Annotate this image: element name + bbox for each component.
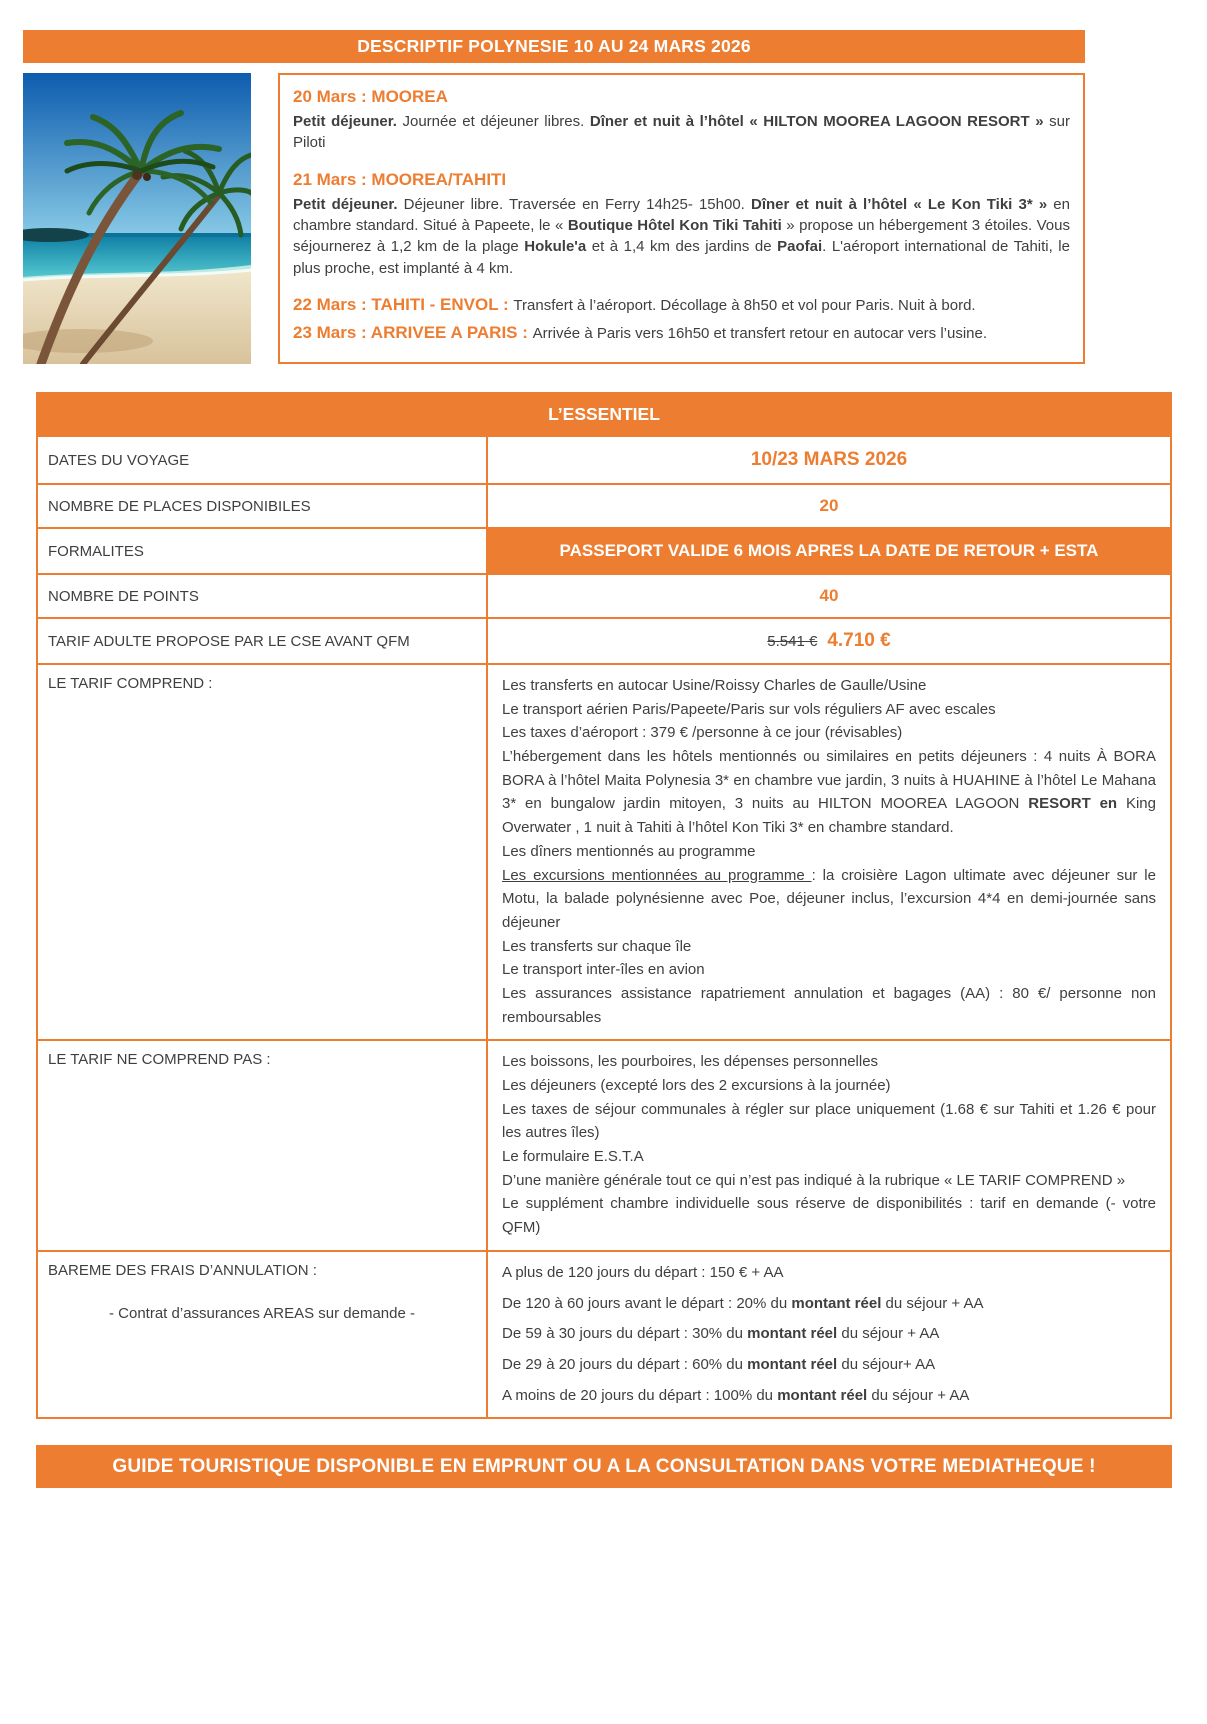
- text-line: [502, 721, 1156, 745]
- table-row-annulation: [38, 1250, 1170, 1417]
- text-segment: et à 1,4 km des jardins de: [586, 238, 778, 256]
- text-segment: RESORT en: [1028, 795, 1118, 813]
- day-text-20-mars: [293, 111, 1070, 154]
- text-segment: Arrivée à Paris vers 16h50 et transfert retour en autocar vers l’usine.: [532, 325, 988, 343]
- new-price: 4.710 €: [827, 630, 891, 651]
- text-segment: Les assurances assistance rapatriement annulation et bagages (AA) : 80 €/ personne non remboursables: [502, 984, 1156, 1026]
- text-line: [502, 1169, 1156, 1193]
- row-label-places: NOMBRE DE PLACES DISPONIBILES: [38, 485, 488, 527]
- text-segment: du séjour + AA: [881, 1294, 984, 1312]
- row-value-points: [488, 575, 1170, 617]
- footer-banner: [36, 1445, 1172, 1488]
- text-line: [502, 745, 1156, 840]
- text-segment: du séjour + AA: [837, 1325, 940, 1343]
- text-segment: L’hébergement dans les hôtels mentionnés ou similaires en petits déjeuners : 4 nuits À BORA BORA à l’hôtel Maita Polynesia 3* en chambre vue jardin, 3 nuits à HUAHINE à l’hôtel Le Mahana 3* en bungalow jardin mitoyen, 3 nuits au HILTON MOOREA LAGOON: [502, 748, 1156, 813]
- text-segment: Petit déjeuner.: [293, 195, 398, 213]
- text-line: [502, 1322, 1156, 1346]
- row-label-formalites: FORMALITES: [38, 529, 488, 573]
- beach-photo-graphic: [23, 73, 251, 364]
- text-segment: Journée et déjeuner libres.: [396, 113, 590, 131]
- essentiel-table: [36, 392, 1172, 1419]
- text-segment: Dîner et nuit à l’hôtel « Le Kon Tiki 3* »: [750, 195, 1048, 213]
- text-line: [502, 1098, 1156, 1145]
- text-line: [502, 1145, 1156, 1169]
- text-segment: De 29 à 20 jours du départ : 60% du: [502, 1355, 748, 1373]
- text-segment: Paofai: [777, 238, 823, 256]
- text-line: [502, 935, 1156, 959]
- annulation-sublabel: - Contrat d’assurances AREAS sur demande -: [109, 1304, 415, 1322]
- text-segment: Le transport inter-îles en avion: [502, 961, 705, 979]
- text-segment: sur Piloti: [293, 113, 1070, 152]
- text-line: [293, 293, 1070, 317]
- text-line: [502, 1192, 1156, 1239]
- text-line: [502, 1050, 1156, 1074]
- text-segment: Les déjeuners (excepté lors des 2 excursions à la journée): [502, 1077, 891, 1094]
- text-line: [502, 1384, 1156, 1408]
- row-value-places: [488, 485, 1170, 527]
- row-label-ne-comprend-pas: LE TARIF NE COMPREND PAS :: [38, 1041, 488, 1250]
- text-segment: » propose un hébergement 3 étoiles. Vous séjournerez à 1,2 km de la plage: [293, 217, 1070, 256]
- text-segment: Les excursions mentionnées au programme: [502, 866, 812, 884]
- text-segment: du séjour+ AA: [837, 1355, 936, 1373]
- text-segment: Les taxes d’aéroport : 379 € /personne à ce jour (révisables): [502, 724, 903, 742]
- text-segment: De 59 à 30 jours du départ : 30% du: [502, 1325, 748, 1343]
- text-segment: montant réel: [747, 1325, 838, 1343]
- table-row-tarif-ne-comprend-pas: [38, 1039, 1170, 1250]
- text-segment: Les boissons, les pourboires, les dépenses personnelles: [502, 1053, 879, 1071]
- itinerary-text-box: [278, 73, 1085, 364]
- text-segment: Petit déjeuner.: [293, 113, 397, 131]
- day-text-21-mars: [293, 194, 1070, 279]
- text-line: [502, 864, 1156, 935]
- text-segment: Dîner et nuit à l’hôtel « HILTON MOOREA LAGOON RESORT »: [589, 113, 1044, 131]
- day-heading-21-mars: 21 Mars : MOOREA/TAHITI: [293, 169, 507, 189]
- row-value-dates: [488, 437, 1170, 483]
- text-line: [502, 1261, 1156, 1285]
- table-row-dates: [38, 435, 1170, 483]
- row-label-tarif: TARIF ADULTE PROPOSE PAR LE CSE AVANT QFM: [38, 619, 488, 663]
- text-segment: Le transport aérien Paris/Papeete/Paris sur vols réguliers AF avec escales: [502, 700, 996, 718]
- title-banner: [23, 30, 1085, 63]
- text-line: [502, 1292, 1156, 1316]
- text-segment: Les dîners mentionnés au programme: [502, 842, 756, 860]
- text-line: [502, 698, 1156, 722]
- table-row-points: [38, 573, 1170, 617]
- table-row-tarif-comprend: [38, 663, 1170, 1039]
- row-value-tarif: [488, 619, 1170, 663]
- text-segment: Les transferts en autocar Usine/Roissy Charles de Gaulle/Usine: [502, 677, 927, 694]
- day-label: 23 Mars : ARRIVEE A PARIS :: [293, 323, 533, 343]
- text-segment: : la croisière Lagon ultimate avec déjeuner sur le Motu, la balade polynésienne avec Poe, déjeuner inclus, l’excursion 4*4 en demi-journée sans déjeuner: [502, 866, 1156, 931]
- essentiel-table-header: L’ESSENTIEL: [38, 394, 1170, 435]
- text-segment: King Overwater , 1 nuit à Tahiti à l’hôtel Kon Tiki 3* en chambre standard.: [502, 795, 1156, 837]
- text-line: [502, 1074, 1156, 1098]
- footer-text: GUIDE TOURISTIQUE DISPONIBLE EN EMPRUNT OU A LA CONSULTATION DANS VOTRE MEDIATHEQUE !: [112, 1456, 1096, 1478]
- text-line: [502, 958, 1156, 982]
- text-line: [293, 321, 1070, 345]
- text-line: [502, 1353, 1156, 1377]
- tarif-comprend-list: [488, 665, 1170, 1039]
- beach-photo: [23, 73, 251, 364]
- text-segment: Transfert à l’aéroport. Décollage à 8h50 et vol pour Paris. Nuit à bord.: [513, 297, 976, 315]
- text-line: [502, 674, 1156, 698]
- page-title: DESCRIPTIF POLYNESIE 10 AU 24 MARS 2026: [357, 36, 751, 56]
- day-label: 22 Mars : TAHITI - ENVOL :: [293, 295, 514, 315]
- text-segment: De 120 à 60 jours avant le départ : 20% du: [502, 1294, 792, 1312]
- places-value: 20: [819, 496, 839, 515]
- dates-value: 10/23 MARS 2026: [750, 449, 908, 470]
- text-segment: montant réel: [791, 1294, 882, 1312]
- text-segment: D’une manière générale tout ce qui n’est pas indiqué à la rubrique « LE TARIF COMPREND »: [502, 1171, 1126, 1189]
- annulation-label: BAREME DES FRAIS D’ANNULATION :: [48, 1261, 317, 1279]
- text-segment: Le formulaire E.S.T.A: [502, 1148, 644, 1166]
- text-segment: A moins de 20 jours du départ : 100% du: [502, 1386, 778, 1404]
- text-segment: montant réel: [777, 1386, 868, 1404]
- text-segment: Hokule'a: [524, 238, 587, 256]
- points-value: 40: [819, 586, 839, 605]
- row-label-annulation: [38, 1252, 488, 1417]
- day-heading-20-mars: 20 Mars : MOOREA: [293, 87, 448, 106]
- annulation-list: [488, 1252, 1170, 1417]
- flight-days-block: [293, 293, 1070, 345]
- text-segment: Déjeuner libre. Traversée en Ferry 14h25- 15h00.: [397, 195, 751, 213]
- old-price: 5.541 €: [767, 632, 818, 650]
- text-segment: Le supplément chambre individuelle sous réserve de disponibilités : tarif en demande (- votre QFM): [502, 1195, 1156, 1237]
- text-segment: du séjour + AA: [867, 1386, 970, 1404]
- row-label-points: NOMBRE DE POINTS: [38, 575, 488, 617]
- row-label-dates: DATES DU VOYAGE: [38, 437, 488, 483]
- text-segment: montant réel: [747, 1355, 838, 1373]
- text-segment: Les transferts sur chaque île: [502, 937, 692, 955]
- text-line: [502, 982, 1156, 1029]
- itinerary-section: [23, 73, 1085, 364]
- text-segment: . L'aéroport international de Tahiti, le plus proche, est implanté à 4 km.: [293, 238, 1070, 277]
- row-value-formalites: PASSEPORT VALIDE 6 MOIS APRES LA DATE DE RETOUR + ESTA: [488, 529, 1170, 573]
- table-row-places: [38, 483, 1170, 527]
- table-row-formalites: [38, 527, 1170, 573]
- text-segment: Boutique Hôtel Kon Tiki Tahiti: [567, 217, 782, 235]
- text-segment: en chambre standard. Situé à Papeete, le «: [293, 195, 1070, 235]
- row-label-tarif-comprend: LE TARIF COMPREND :: [38, 665, 488, 1039]
- text-segment: A plus de 120 jours du départ : 150 € + AA: [502, 1263, 784, 1281]
- ne-comprend-pas-list: [488, 1041, 1170, 1250]
- table-row-tarif: [38, 617, 1170, 663]
- text-segment: Les taxes de séjour communales à régler sur place uniquement (1.68 € sur Tahiti et 1.26 € pour les autres îles): [502, 1100, 1156, 1142]
- text-line: [502, 840, 1156, 864]
